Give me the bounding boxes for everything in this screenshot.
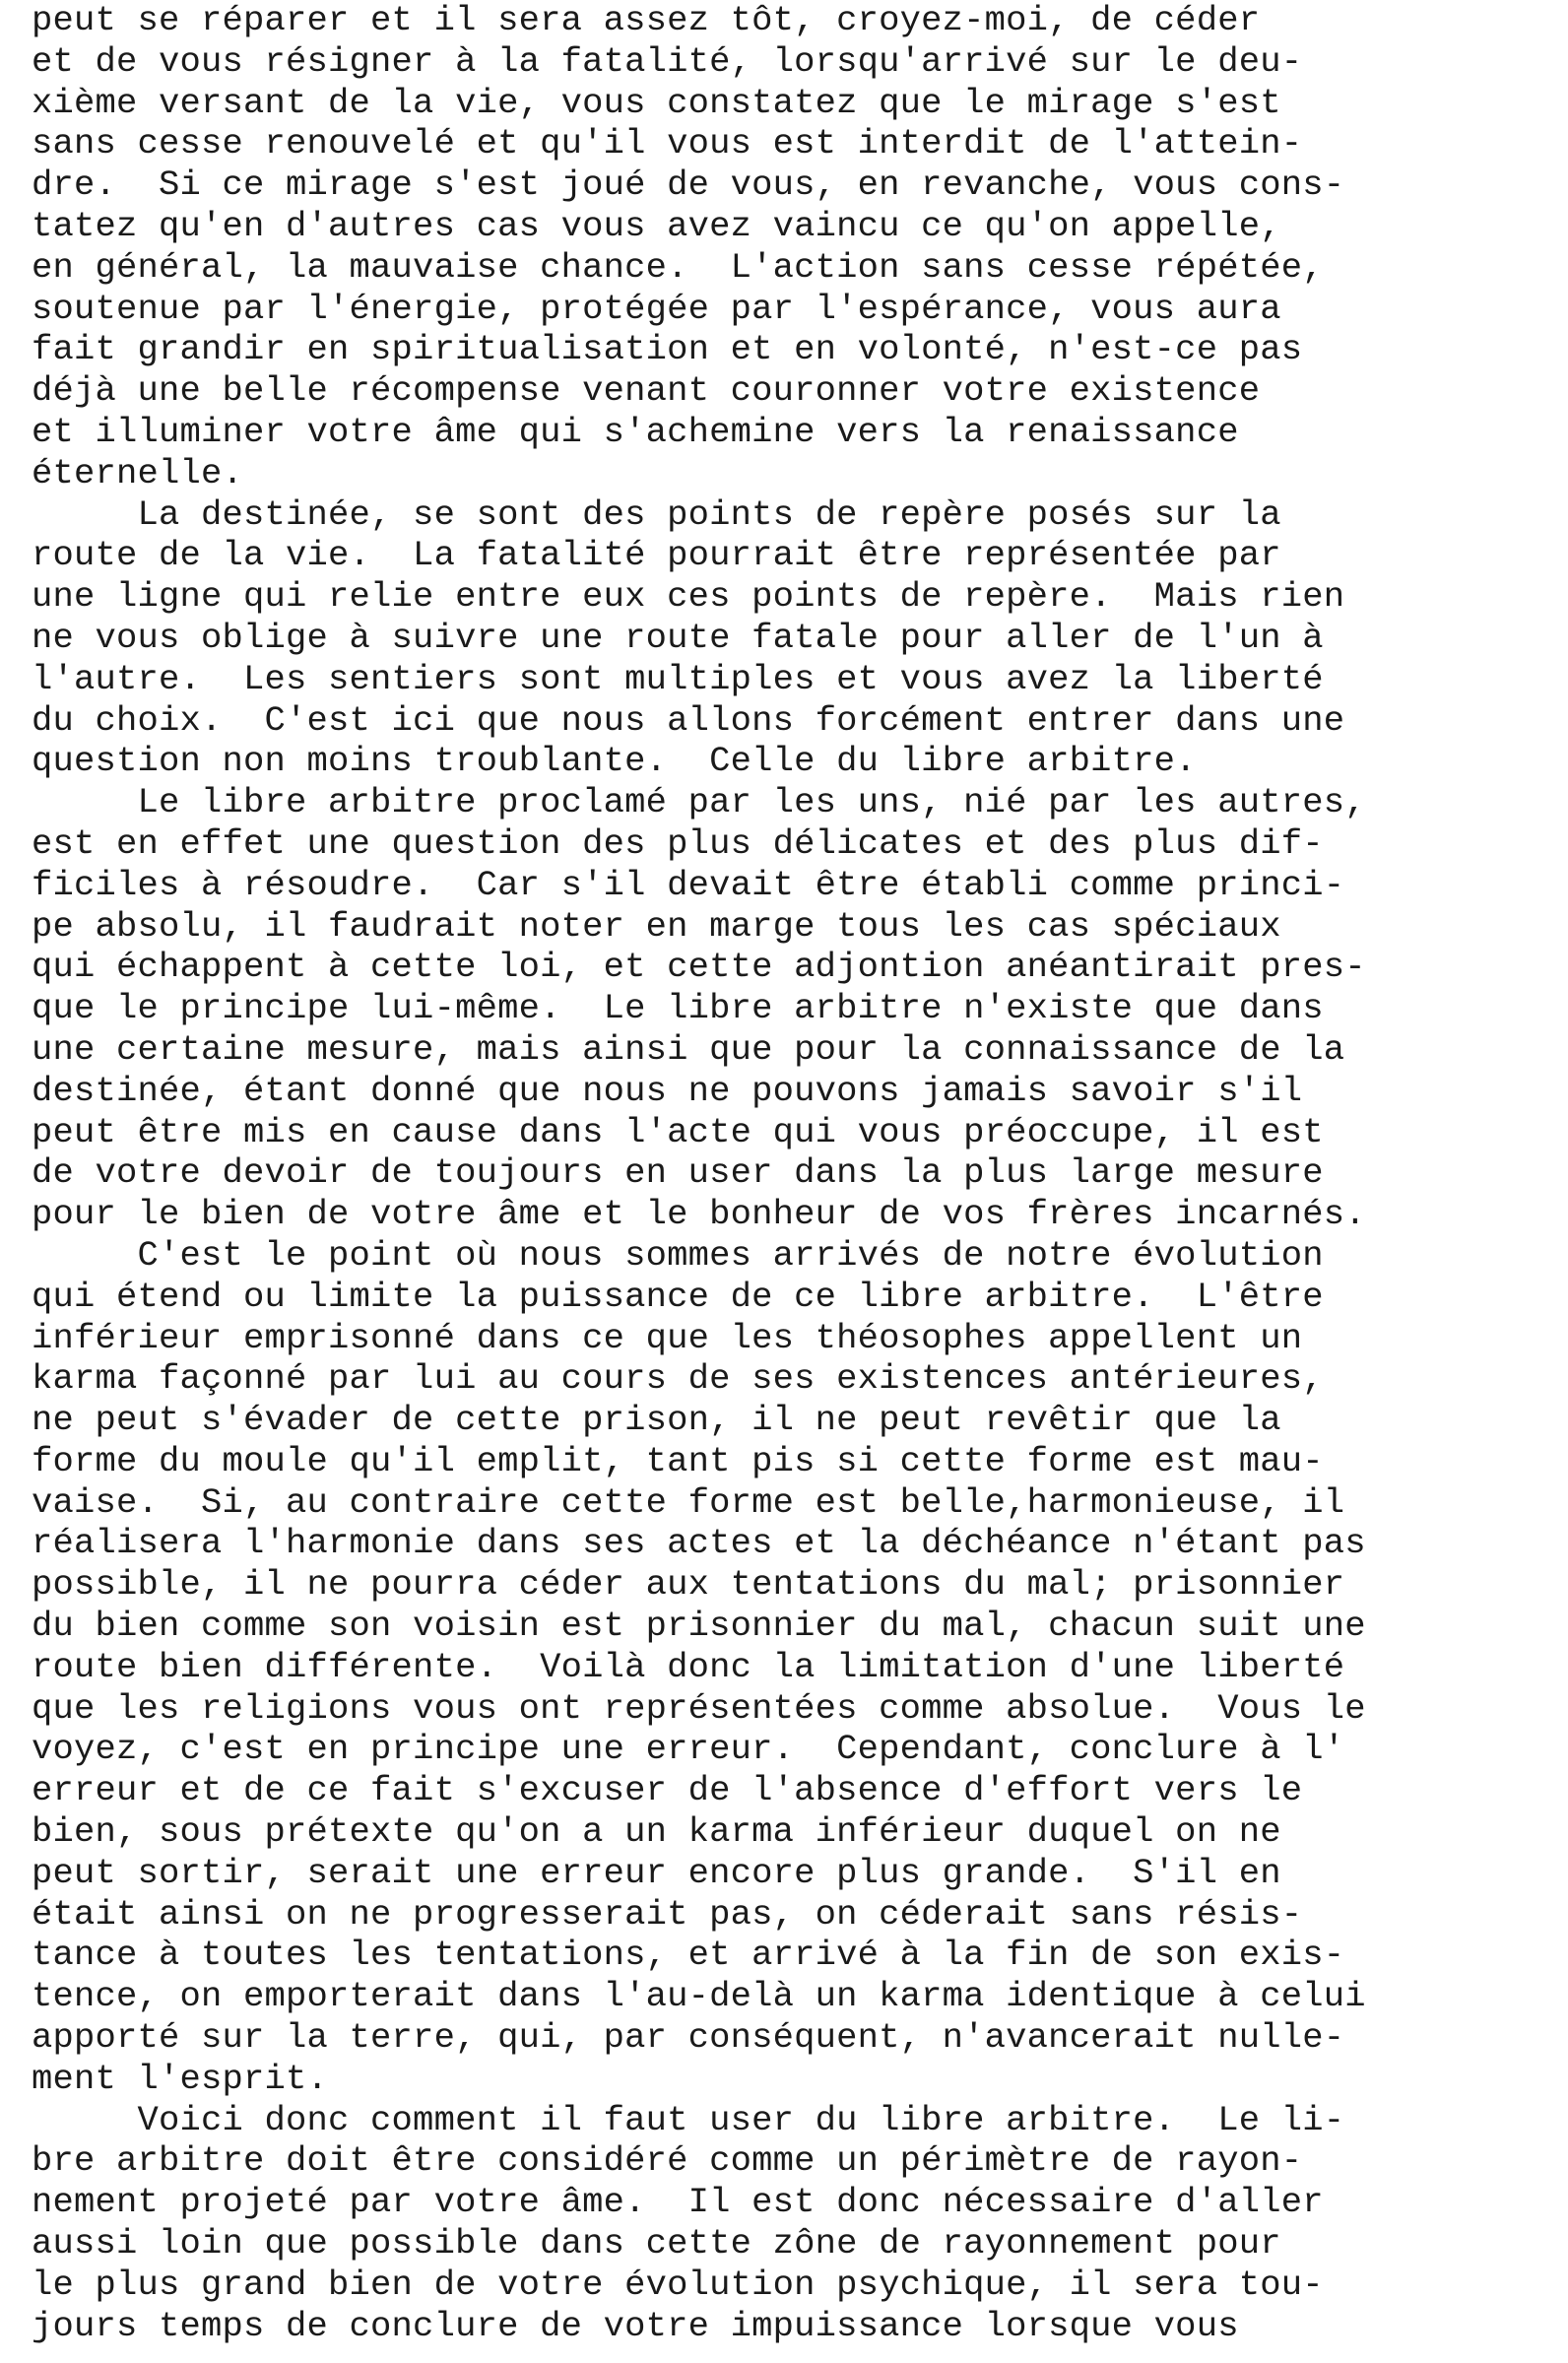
text-line: xième versant de la vie, vous constatez que le mirage s'est xyxy=(32,82,1281,123)
text-line: route de la vie. La fatalité pourrait être représentée par xyxy=(32,535,1281,576)
text-line: que le principe lui-même. Le libre arbitre n'existe que dans xyxy=(32,988,1324,1029)
text-line: ficiles à résoudre. Car s'il devait être établi comme princi- xyxy=(32,864,1345,905)
text-line: aussi loin que possible dans cette zône de rayonnement pour xyxy=(32,2223,1281,2265)
text-line: en général, la mauvaise chance. L'action sans cesse répétée, xyxy=(32,246,1324,288)
text-line: route bien différente. Voilà donc la limitation d'une liberté xyxy=(32,1646,1345,1687)
page-text xyxy=(32,0,1568,2346)
text-line: et illuminer votre âme qui s'achemine vers la renaissance xyxy=(32,411,1239,452)
text-line: une certaine mesure, mais ainsi que pour la connaissance de la xyxy=(32,1028,1345,1070)
text-line: question non moins troublante. Celle du libre arbitre. xyxy=(32,741,1197,782)
text-line: réalisera l'harmonie dans ses actes et la déchéance n'étant pas xyxy=(32,1523,1366,1564)
text-line: erreur et de ce fait s'excuser de l'absence d'effort vers le xyxy=(32,1770,1303,1811)
text-line: pour le bien de votre âme et le bonheur de vos frères incarnés. xyxy=(32,1194,1366,1235)
text-line: bre arbitre doit être considéré comme un périmètre de rayon- xyxy=(32,2140,1303,2182)
text-line: et de vous résigner à la fatalité, lorsqu'arrivé sur le deu- xyxy=(32,40,1303,82)
text-line: qui échappent à cette loi, et cette adjontion anéantirait pres- xyxy=(32,947,1366,988)
text-line: qui étend ou limite la puissance de ce libre arbitre. L'être xyxy=(32,1276,1324,1317)
text-line: sans cesse renouvelé et qu'il vous est interdit de l'attein- xyxy=(32,123,1303,164)
text-line: de votre devoir de toujours en user dans la plus large mesure xyxy=(32,1152,1324,1194)
text-line: forme du moule qu'il emplit, tant pis si cette forme est mau- xyxy=(32,1440,1324,1481)
text-line: possible, il ne pourra céder aux tentations du mal; prisonnier xyxy=(32,1564,1345,1606)
text-line: jours temps de conclure de votre impuissance lorsque vous xyxy=(32,2305,1239,2346)
text-line: destinée, étant donné que nous ne pouvons jamais savoir s'il xyxy=(32,1070,1303,1111)
text-line: C'est le point où nous sommes arrivés de notre évolution xyxy=(32,1234,1324,1276)
text-line: le plus grand bien de votre évolution psychique, il sera tou- xyxy=(32,2264,1324,2305)
text-line: ne vous oblige à suivre une route fatale pour aller de l'un à xyxy=(32,617,1324,658)
text-line: voyez, c'est en principe une erreur. Cependant, conclure à l' xyxy=(32,1729,1345,1770)
text-line: une ligne qui relie entre eux ces points de repère. Mais rien xyxy=(32,576,1345,618)
text-line: bien, sous prétexte qu'on a un karma inférieur duquel on ne xyxy=(32,1811,1281,1853)
text-line: déjà une belle récompense venant couronner votre existence xyxy=(32,370,1261,412)
text-line: Le libre arbitre proclamé par les uns, nié par les autres, xyxy=(32,782,1366,823)
text-line: tatez qu'en d'autres cas vous avez vaincu ce qu'on appelle, xyxy=(32,205,1281,246)
text-line: fait grandir en spiritualisation et en volonté, n'est-ce pas xyxy=(32,329,1303,370)
text-line: inférieur emprisonné dans ce que les théosophes appellent un xyxy=(32,1317,1303,1358)
text-line: était ainsi on ne progresserait pas, on céderait sans résis- xyxy=(32,1893,1303,1935)
text-line: que les religions vous ont représentées comme absolue. Vous le xyxy=(32,1687,1366,1729)
text-line: nement projeté par votre âme. Il est donc nécessaire d'aller xyxy=(32,2182,1324,2223)
text-line: tance à toutes les tentations, et arrivé à la fin de son exis- xyxy=(32,1935,1345,1976)
text-line: vaise. Si, au contraire cette forme est belle,harmonieuse, il xyxy=(32,1481,1345,1523)
text-line: tence, on emporterait dans l'au-delà un karma identique à celui xyxy=(32,1976,1366,2017)
text-line: peut sortir, serait une erreur encore plus grande. S'il en xyxy=(32,1852,1281,1893)
text-line: ment l'esprit. xyxy=(32,2058,329,2099)
text-line: karma façonné par lui au cours de ses existences antérieures, xyxy=(32,1358,1324,1400)
text-line: éternelle. xyxy=(32,452,244,493)
text-line: dre. Si ce mirage s'est joué de vous, en revanche, vous cons- xyxy=(32,164,1345,206)
text-line: ne peut s'évader de cette prison, il ne peut revêtir que la xyxy=(32,1400,1281,1441)
text-line: du choix. C'est ici que nous allons forcément entrer dans une xyxy=(32,699,1345,741)
text-line: est en effet une question des plus délicates et des plus dif- xyxy=(32,822,1324,864)
text-line: La destinée, se sont des points de repère posés sur la xyxy=(32,493,1281,535)
text-line: pe absolu, il faudrait noter en marge tous les cas spéciaux xyxy=(32,905,1281,947)
text-line: apporté sur la terre, qui, par conséquent, n'avancerait nulle- xyxy=(32,2017,1345,2059)
text-line: Voici donc comment il faut user du libre arbitre. Le li- xyxy=(32,2099,1345,2140)
text-line: peut être mis en cause dans l'acte qui vous préoccupe, il est xyxy=(32,1111,1324,1152)
text-line: soutenue par l'énergie, protégée par l'espérance, vous aura xyxy=(32,288,1281,329)
text-line: l'autre. Les sentiers sont multiples et vous avez la liberté xyxy=(32,658,1324,699)
text-line: du bien comme son voisin est prisonnier du mal, chacun suit une xyxy=(32,1606,1366,1647)
text-line: peut se réparer et il sera assez tôt, croyez-moi, de céder xyxy=(32,0,1261,40)
